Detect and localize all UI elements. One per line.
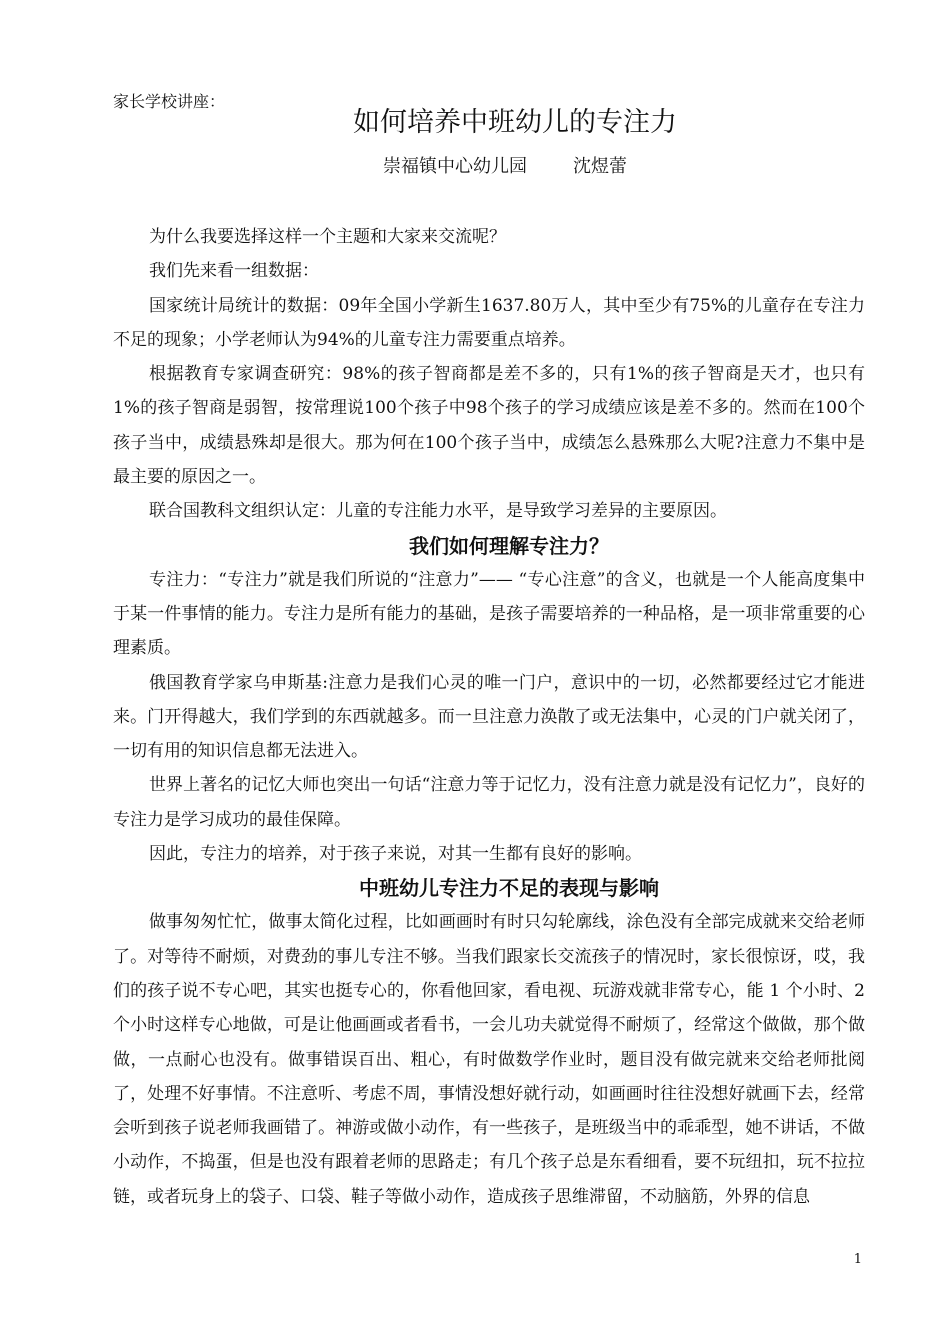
section-heading: 中班幼儿专注力不足的表现与影响 — [359, 876, 659, 901]
organization-name: 崇福镇中心幼儿园 — [383, 156, 527, 177]
section-heading: 我们如何理解专注力？ — [409, 533, 609, 558]
paragraph: 我们先来看一组数据： — [149, 261, 319, 282]
series-label: 家长学校讲座： — [113, 92, 226, 111]
paragraph: 俄国教育学家乌申斯基:注意力是我们心灵的唯一门户，意识中的一切，必然都要经过它才能进来。门开得越大，我们学到的东西就越多。而一旦注意力涣散了或无法集中，心灵的门户就关闭了，一切有用的知识信息都无法进入。 — [113, 672, 865, 762]
document-title: 如何培养中班幼儿的专注力 — [353, 107, 677, 138]
paragraph: 为什么我要选择这样一个主题和大家来交流呢？ — [149, 227, 506, 247]
paragraph: 世界上著名的记忆大师也突出一句话“注意力等于记忆力，没有注意力就是没有记忆力”，良好的专注力是学习成功的最佳保障。 — [113, 775, 865, 830]
page-number: 1 — [853, 1252, 862, 1267]
paragraph: 联合国教科文组织认定：儿童的专注能力水平，是导致学习差异的主要原因。 — [149, 501, 727, 522]
paragraph: 专注力：“专注力”就是我们所说的“注意力”—— “专心注意”的含义，也就是一个人能高度集中于某一件事情的能力。专注力是所有能力的基础，是孩子需要培养的一种品格，是一项非常重要的心理素质。 — [113, 569, 865, 659]
paragraph: 根据教育专家调查研究：98%的孩子智商都是差不多的，只有1%的孩子智商是天才，也只有1%的孩子智商是弱智，按常理说100个孩子中98个孩子的学习成绩应该是差不多的。然而在100个孩子当中，成绩悬殊却是很大。那为何在100个孩子当中，成绩怎么悬殊那么大呢?注意力不集中是最主要的原因之一。 — [113, 364, 865, 488]
paragraph: 做事匆匆忙忙，做事太简化过程，比如画画时有时只勾轮廓线，涂色没有全部完成就来交给老师了。对等待不耐烦，对费劲的事儿专注不够。当我们跟家长交流孩子的情况时，家长很惊讶，哎，我们的孩子说不专心吧，其实也挺专心的，你看他回家，看电视、玩游戏就非常专心，能 1 个小时、2 个小时这样专心地做，可是让他画画或者看书，一会儿功夫就觉得不耐烦了，经常这个做做，那个做做，一点耐心也没有。做事错误百出、粗心，有时做数学作业时，题目没有做完就来交给老师批阅了，处理不好事情。不注意听、考虑不周，事情没想好就行动，如画画时往往没想好就画下去，经常会听到孩子说老师我画错了。神游或做小动作，有一些孩子，是班级当中的乖乖型，她不讲话，不做小动作，不捣蛋，但是也没有跟着老师的思路走；有几个孩子总是东看细看，要不玩纽扣，玩不拉拉链，或者玩身上的袋子、口袋、鞋子等做小动作，造成孩子思维滞留，不动脑筋，外界的信息 — [113, 912, 865, 1207]
author-name: 沈煜蕾 — [573, 156, 627, 177]
paragraph: 因此，专注力的培养，对于孩子来说，对其一生都有良好的影响。 — [149, 844, 642, 865]
document-body — [113, 220, 865, 1214]
author-line — [0, 154, 950, 180]
paragraph: 国家统计局统计的数据：09年全国小学新生1637.80万人，其中至少有75%的儿童存在专注力不足的现象；小学老师认为94%的儿童专注力需要重点培养。 — [113, 295, 865, 350]
